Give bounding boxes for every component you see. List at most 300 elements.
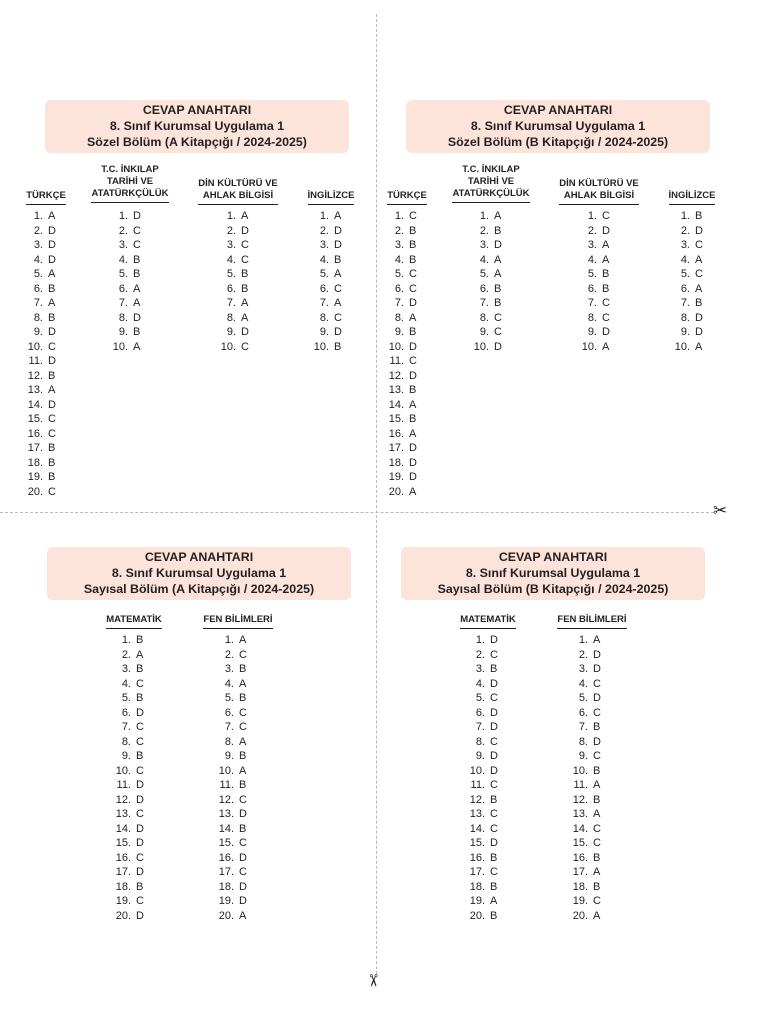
question-number: 5. — [394, 268, 404, 280]
answer-row — [23, 340, 56, 355]
question-number: 20. — [27, 485, 43, 498]
question-number: 2. — [587, 224, 597, 237]
answer-list — [219, 209, 249, 354]
answer-key-header — [406, 100, 710, 153]
question-number: 2. — [319, 224, 329, 237]
answer-row — [111, 764, 144, 779]
question-number: 19. — [388, 471, 404, 483]
answer-letter: D — [136, 706, 144, 719]
answer-letter: D — [409, 471, 417, 483]
question-number: 5. — [118, 268, 128, 280]
answer-letter: D — [695, 224, 703, 237]
answer-letter: A — [241, 297, 249, 309]
answer-letter: D — [136, 793, 144, 806]
answer-letter: A — [409, 311, 417, 324]
answer-row — [384, 354, 417, 369]
answer-row — [23, 398, 56, 413]
answer-row — [214, 706, 247, 721]
answer-letter: D — [48, 355, 56, 367]
answer-letter: A — [409, 427, 417, 440]
answer-row — [465, 778, 498, 793]
column-heading: DİN KÜLTÜRÜ VE AHLAK BİLGİSİ — [549, 178, 649, 205]
question-number: 11. — [389, 355, 404, 367]
answer-letter: C — [136, 764, 144, 777]
column-heading: T.C. İNKILAP TARİHİ VE ATATÜRKÇÜLÜK — [80, 164, 180, 203]
question-number: 6. — [394, 282, 404, 295]
answer-row — [465, 836, 498, 851]
answer-row — [580, 296, 610, 311]
question-number: 11. — [219, 779, 234, 791]
answer-row — [111, 807, 144, 822]
question-number: 13. — [388, 384, 404, 396]
question-number: 15. — [115, 837, 131, 849]
column-heading: TÜRKÇE — [384, 190, 430, 205]
question-number: 4. — [121, 677, 131, 690]
question-number: 3. — [680, 239, 690, 251]
column-heading: İNGİLİZCE — [300, 190, 362, 205]
answer-row — [214, 648, 247, 663]
answer-letter: C — [490, 866, 498, 878]
question-number: 7. — [319, 297, 329, 309]
question-number: 20. — [388, 485, 404, 498]
answer-letter: D — [241, 326, 249, 338]
answer-row — [384, 470, 417, 485]
answer-row — [568, 894, 601, 909]
question-number: 18. — [469, 880, 485, 893]
question-number: 2. — [224, 648, 234, 661]
answer-row — [111, 677, 144, 692]
answer-row — [472, 282, 502, 297]
answer-letter: A — [494, 268, 502, 280]
answer-row — [219, 282, 249, 297]
question-number: 2. — [33, 224, 43, 237]
question-number: 17. — [115, 866, 131, 878]
question-number: 20. — [572, 909, 588, 922]
answer-row — [472, 296, 502, 311]
answer-row — [214, 749, 247, 764]
answer-row — [111, 267, 141, 282]
question-number: 9. — [121, 750, 131, 762]
question-number: 19. — [469, 895, 485, 907]
answer-letter: D — [239, 880, 247, 893]
answer-letter: C — [48, 413, 56, 425]
answer-row — [568, 851, 601, 866]
answer-letter: A — [133, 340, 141, 353]
answer-row — [111, 720, 144, 735]
answer-letter: A — [593, 779, 601, 791]
answer-letter: B — [48, 311, 56, 324]
column-heading: FEN BİLİMLERİ — [546, 614, 638, 629]
question-number: 19. — [218, 895, 234, 907]
answer-key-header — [47, 547, 351, 600]
answer-letter: A — [48, 384, 56, 396]
answer-letter: D — [48, 224, 56, 237]
question-number: 3. — [121, 663, 131, 675]
answer-letter: B — [239, 692, 247, 704]
answer-row — [111, 865, 144, 880]
answer-letter: B — [494, 224, 502, 237]
answer-row — [312, 325, 342, 340]
answer-row — [214, 633, 247, 648]
answer-row — [673, 238, 703, 253]
answer-row — [568, 880, 601, 895]
answer-letter: B — [133, 268, 141, 280]
question-number: 9. — [33, 326, 43, 338]
answer-letter: C — [593, 837, 601, 849]
answer-row — [568, 720, 601, 735]
answer-row — [465, 807, 498, 822]
question-number: 14. — [27, 398, 43, 411]
answer-row — [214, 793, 247, 808]
question-number: 1. — [587, 210, 597, 222]
answer-row — [384, 253, 417, 268]
answer-list — [111, 209, 141, 354]
answer-row — [111, 209, 141, 224]
answer-letter: B — [490, 663, 498, 675]
question-number: 6. — [33, 282, 43, 295]
answer-letter: B — [239, 822, 247, 835]
answer-row — [23, 267, 56, 282]
answer-row — [568, 706, 601, 721]
question-number: 12. — [469, 793, 485, 806]
question-number: 16. — [388, 427, 404, 440]
answer-letter: C — [136, 808, 144, 820]
answer-row — [23, 456, 56, 471]
question-number: 10. — [27, 340, 43, 353]
answer-list — [23, 209, 56, 499]
answer-letter: B — [593, 793, 601, 806]
answer-letter: C — [593, 750, 601, 762]
answer-letter: B — [136, 750, 144, 762]
question-number: 8. — [224, 735, 234, 748]
answer-row — [465, 677, 498, 692]
header-title: CEVAP ANAHTARI — [503, 103, 613, 117]
answer-letter: C — [239, 721, 247, 733]
answer-row — [568, 807, 601, 822]
answer-letter: C — [241, 253, 249, 266]
question-number: 10. — [115, 764, 131, 777]
answer-letter: C — [490, 735, 498, 748]
answer-letter: B — [136, 880, 144, 893]
scissors-icon: ✂ — [363, 973, 383, 988]
question-number: 15. — [27, 413, 43, 425]
answer-row — [580, 267, 610, 282]
question-number: 4. — [680, 253, 690, 266]
answer-row — [23, 412, 56, 427]
answer-row — [111, 749, 144, 764]
question-number: 18. — [388, 456, 404, 469]
answer-row — [23, 441, 56, 456]
question-number: 7. — [680, 297, 690, 309]
answer-list — [673, 209, 703, 354]
answer-letter: B — [593, 851, 601, 864]
question-number: 19. — [115, 895, 131, 907]
answer-letter: D — [593, 663, 601, 675]
question-number: 1. — [479, 210, 489, 222]
answer-letter: C — [133, 224, 141, 237]
answer-letter: C — [494, 326, 502, 338]
answer-row — [673, 267, 703, 282]
answer-row — [23, 282, 56, 297]
answer-letter: C — [602, 210, 610, 222]
question-number: 7. — [479, 297, 489, 309]
answer-letter: B — [602, 268, 610, 280]
answer-row — [472, 238, 502, 253]
question-number: 1. — [578, 634, 588, 646]
answer-row — [214, 735, 247, 750]
answer-letter: B — [48, 471, 56, 483]
answer-row — [673, 224, 703, 239]
header-section: Sayısal Bölüm (A Kitapçığı / 2024-2025) — [83, 582, 315, 596]
answer-row — [673, 282, 703, 297]
answer-letter: B — [409, 224, 417, 237]
answer-letter: B — [239, 663, 247, 675]
question-number: 13. — [572, 808, 588, 820]
answer-letter: A — [602, 239, 610, 251]
answer-letter: C — [602, 297, 610, 309]
answer-row — [111, 735, 144, 750]
answer-row — [214, 677, 247, 692]
question-number: 5. — [121, 692, 131, 704]
answer-row — [465, 735, 498, 750]
question-number: 12. — [115, 793, 131, 806]
answer-row — [465, 880, 498, 895]
answer-row — [568, 648, 601, 663]
question-number: 17. — [572, 866, 588, 878]
answer-row — [384, 224, 417, 239]
question-number: 7. — [587, 297, 597, 309]
question-number: 1. — [33, 210, 43, 222]
question-number: 8. — [680, 311, 690, 324]
question-number: 5. — [479, 268, 489, 280]
header-subtitle: 8. Sınıf Kurumsal Uygulama 1 — [470, 119, 646, 133]
answer-row — [472, 253, 502, 268]
question-number: 8. — [578, 735, 588, 748]
answer-row — [23, 383, 56, 398]
question-number: 15. — [572, 837, 588, 849]
answer-row — [384, 340, 417, 355]
answer-letter: D — [490, 764, 498, 777]
header-title: CEVAP ANAHTARI — [144, 550, 254, 564]
question-number: 1. — [680, 210, 690, 222]
answer-letter: D — [334, 239, 342, 251]
question-number: 20. — [115, 909, 131, 922]
question-number: 16. — [115, 851, 131, 864]
answer-row — [384, 398, 417, 413]
header-section: Sözel Bölüm (B Kitapçığı / 2024-2025) — [447, 135, 669, 149]
answer-row — [214, 909, 247, 924]
answer-row — [214, 880, 247, 895]
answer-letter: C — [136, 721, 144, 733]
answer-row — [384, 369, 417, 384]
answer-letter: A — [695, 282, 703, 295]
answer-letter: C — [136, 735, 144, 748]
answer-letter: D — [334, 326, 342, 338]
answer-letter: C — [409, 282, 417, 295]
question-number: 18. — [115, 880, 131, 893]
answer-letter: A — [602, 340, 610, 353]
question-number: 4. — [118, 253, 128, 266]
answer-letter: B — [241, 268, 249, 280]
answer-letter: D — [490, 750, 498, 762]
answer-letter: A — [334, 268, 342, 280]
answer-letter: C — [409, 210, 417, 222]
question-number: 7. — [224, 721, 234, 733]
answer-letter: A — [494, 253, 502, 266]
question-number: 15. — [218, 837, 234, 849]
question-number: 1. — [226, 210, 236, 222]
question-number: 12. — [218, 793, 234, 806]
answer-row — [384, 427, 417, 442]
answer-row — [111, 880, 144, 895]
header-section: Sayısal Bölüm (B Kitapçığı / 2024-2025) — [437, 582, 669, 596]
answer-row — [472, 340, 502, 355]
question-number: 8. — [394, 311, 404, 324]
answer-letter: B — [490, 909, 498, 922]
question-number: 17. — [218, 866, 234, 878]
answer-list — [384, 209, 417, 499]
answer-letter: C — [593, 822, 601, 835]
question-number: 9. — [319, 326, 329, 338]
question-number: 12. — [572, 793, 588, 806]
answer-row — [472, 209, 502, 224]
question-number: 4. — [479, 253, 489, 266]
answer-row — [23, 354, 56, 369]
header-section: Sözel Bölüm (A Kitapçığı / 2024-2025) — [87, 135, 307, 149]
question-number: 1. — [475, 634, 485, 646]
answer-letter: C — [494, 311, 502, 324]
question-number: 5. — [680, 268, 690, 280]
question-number: 4. — [33, 253, 43, 266]
answer-list — [111, 633, 144, 923]
question-number: 2. — [394, 224, 404, 237]
question-number: 11. — [116, 779, 131, 791]
answer-letter: D — [48, 239, 56, 251]
question-number: 6. — [118, 282, 128, 295]
answer-row — [312, 282, 342, 297]
question-number: 11. — [470, 779, 485, 791]
question-number: 8. — [587, 311, 597, 324]
answer-row — [568, 865, 601, 880]
answer-row — [312, 253, 342, 268]
answer-row — [312, 267, 342, 282]
answer-letter: A — [48, 297, 56, 309]
answer-row — [465, 764, 498, 779]
answer-key-header — [45, 100, 349, 153]
answer-row — [111, 282, 141, 297]
answer-letter: B — [409, 326, 417, 338]
answer-list — [568, 633, 601, 923]
answer-letter: B — [334, 340, 342, 353]
question-number: 4. — [587, 253, 597, 266]
answer-letter: D — [239, 808, 247, 820]
question-number: 2. — [680, 224, 690, 237]
answer-row — [580, 209, 610, 224]
question-number: 5. — [33, 268, 43, 280]
answer-letter: C — [239, 706, 247, 719]
answer-letter: A — [239, 735, 247, 748]
answer-letter: B — [48, 442, 56, 454]
answer-letter: A — [239, 634, 247, 646]
answer-letter: D — [494, 239, 502, 251]
question-number: 3. — [479, 239, 489, 251]
answer-letter: C — [334, 311, 342, 324]
question-number: 10. — [218, 764, 234, 777]
answer-row — [23, 253, 56, 268]
answer-letter: B — [241, 282, 249, 295]
question-number: 1. — [224, 634, 234, 646]
question-number: 18. — [572, 880, 588, 893]
question-number: 4. — [394, 253, 404, 266]
answer-row — [111, 325, 141, 340]
question-number: 16. — [469, 851, 485, 864]
answer-row — [673, 296, 703, 311]
answer-letter: A — [593, 808, 601, 820]
answer-row — [568, 822, 601, 837]
answer-row — [111, 778, 144, 793]
question-number: 9. — [680, 326, 690, 338]
column-heading: MATEMATİK — [94, 614, 174, 629]
answer-letter: A — [334, 297, 342, 309]
answer-letter: B — [593, 880, 601, 893]
answer-row — [384, 209, 417, 224]
answer-letter: A — [241, 210, 249, 222]
answer-list — [580, 209, 610, 354]
answer-letter: C — [241, 239, 249, 251]
answer-row — [580, 224, 610, 239]
question-number: 7. — [118, 297, 128, 309]
answer-row — [23, 296, 56, 311]
answer-letter: D — [602, 224, 610, 237]
answer-row — [219, 238, 249, 253]
answer-row — [111, 691, 144, 706]
answer-letter: B — [409, 253, 417, 266]
answer-key-header — [401, 547, 705, 600]
answer-row — [384, 412, 417, 427]
answer-letter: A — [136, 648, 144, 661]
answer-row — [219, 209, 249, 224]
answer-letter: A — [241, 311, 249, 324]
answer-list — [472, 209, 502, 354]
answer-letter: D — [241, 224, 249, 237]
header-subtitle: 8. Sınıf Kurumsal Uygulama 1 — [111, 566, 287, 580]
answer-row — [111, 296, 141, 311]
answer-letter: B — [133, 326, 141, 338]
answer-row — [472, 325, 502, 340]
answer-row — [23, 427, 56, 442]
question-number: 13. — [218, 808, 234, 820]
question-number: 9. — [475, 750, 485, 762]
question-number: 6. — [121, 706, 131, 719]
answer-row — [568, 691, 601, 706]
question-number: 16. — [572, 851, 588, 864]
question-number: 20. — [469, 909, 485, 922]
answer-letter: A — [133, 282, 141, 295]
answer-row — [111, 340, 141, 355]
answer-row — [214, 822, 247, 837]
answer-letter: D — [695, 326, 703, 338]
answer-row — [465, 822, 498, 837]
answer-row — [465, 648, 498, 663]
answer-letter: A — [48, 210, 56, 222]
answer-row — [568, 749, 601, 764]
question-number: 5. — [226, 268, 236, 280]
header-title: CEVAP ANAHTARI — [498, 550, 608, 564]
answer-row — [465, 793, 498, 808]
answer-row — [465, 691, 498, 706]
answer-row — [568, 764, 601, 779]
question-number: 1. — [118, 210, 128, 222]
